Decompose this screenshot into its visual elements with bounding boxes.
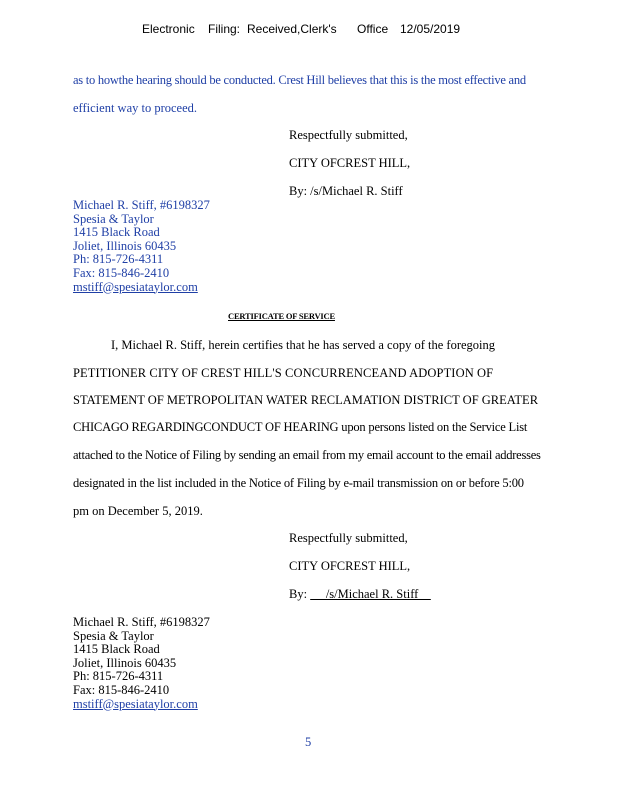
firm-street: 1415 Black Road bbox=[73, 642, 160, 657]
filing-stamp-date: 12/05/2019 bbox=[400, 22, 461, 36]
email-link[interactable]: mstiff@spesiataylor.com bbox=[73, 696, 198, 711]
firm-street: 1415 Black Road bbox=[73, 225, 160, 240]
email-link[interactable]: mstiff@spesiataylor.com bbox=[73, 279, 198, 294]
body-paragraph-line: efficient way to proceed. bbox=[73, 101, 198, 115]
firm-phone: Ph: 815-726-4311 bbox=[73, 669, 164, 684]
page-number: 5 bbox=[305, 735, 312, 749]
closing-respectfully: Respectfully submitted, bbox=[289, 128, 408, 142]
certificate-line: I, Michael R. Stiff, herein certifies that he has served a copy of the foregoing bbox=[111, 338, 496, 352]
firm-city: Joliet, Illinois 60435 bbox=[73, 238, 177, 253]
firm-fax: Fax: 815-846-2410 bbox=[73, 265, 170, 280]
electronic-signature: /s/Michael R. Stiff bbox=[310, 587, 431, 601]
certificate-title: CERTIFICATE OF SERVICE bbox=[228, 311, 335, 321]
certificate-line: pm on December 5, 2019. bbox=[73, 504, 203, 518]
certificate-line: PETITIONER CITY OF CREST HILL'S CONCURRENCEAND ADOPTION OF bbox=[73, 366, 494, 380]
filing-stamp-office: Office bbox=[357, 22, 389, 36]
filing-stamp-received: Received,Clerk's bbox=[247, 22, 337, 36]
closing-party: CITY OFCREST HILL, bbox=[289, 559, 411, 573]
attorney-signature-block bbox=[73, 616, 210, 711]
closing-party: CITY OFCREST HILL, bbox=[289, 156, 411, 170]
firm-fax: Fax: 815-846-2410 bbox=[73, 682, 170, 697]
attorney-signature-block bbox=[73, 199, 210, 294]
certificate-line: attached to the Notice of Filing by sending an email from my email account to the email addresses bbox=[73, 448, 541, 462]
by-label: By: bbox=[289, 587, 308, 601]
certificate-line: designated in the list included in the Notice of Filing by e-mail transmission on or before 5:00 bbox=[73, 476, 524, 490]
firm-name: Spesia & Taylor bbox=[73, 628, 154, 643]
closing-signature: By: /s/Michael R. Stiff bbox=[289, 184, 403, 198]
closing-respectfully: Respectfully submitted, bbox=[289, 531, 408, 545]
closing-signature bbox=[289, 587, 431, 602]
certificate-line: CHICAGO REGARDINGCONDUCT OF HEARING upon persons listed on the Service List bbox=[73, 420, 528, 434]
firm-name: Spesia & Taylor bbox=[73, 211, 154, 226]
attorney-name: Michael R. Stiff, #6198327 bbox=[73, 615, 210, 629]
attorney-name: Michael R. Stiff, #6198327 bbox=[73, 198, 210, 212]
firm-phone: Ph: 815-726-4311 bbox=[73, 252, 164, 267]
filing-stamp-filing: Filing: bbox=[208, 22, 241, 36]
certificate-line: STATEMENT OF METROPOLITAN WATER RECLAMATION DISTRICT OF GREATER bbox=[73, 393, 539, 407]
firm-city: Joliet, Illinois 60435 bbox=[73, 655, 177, 670]
filing-stamp-electronic: Electronic bbox=[142, 22, 195, 36]
body-paragraph-line: as to howthe hearing should be conducted. Crest Hill believes that this is the most effective and bbox=[73, 73, 526, 87]
